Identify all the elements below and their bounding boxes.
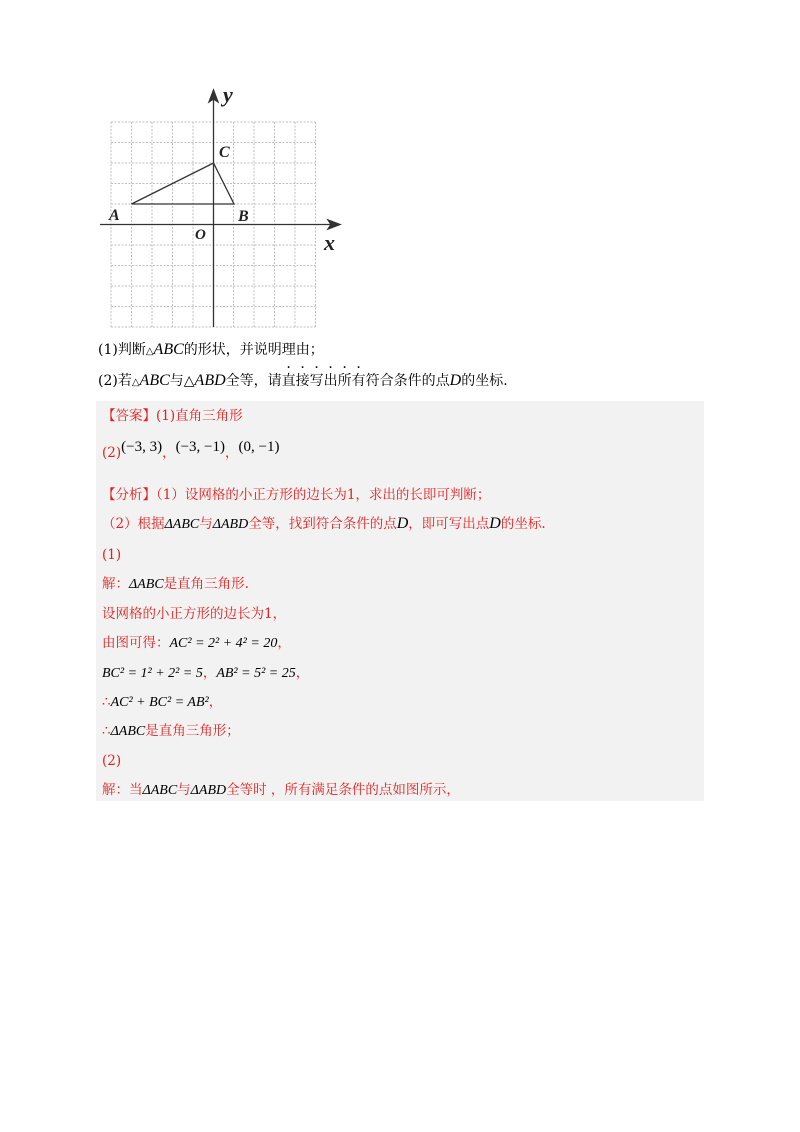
analysis-label: 【分析】（1）设网格的小正方形的边长为1，求出的长即可判断； bbox=[102, 487, 491, 503]
solution-line-4: BC² = 1² + 2² = 5，AB² = 5² = 25， bbox=[102, 665, 310, 681]
solution-line-6: ∴ΔABC是直角三角形； bbox=[102, 723, 240, 739]
solution-line-1: 解：ΔABC是直角三角形. bbox=[102, 576, 249, 592]
axis-x-label: x bbox=[324, 230, 335, 255]
point-c-label: C bbox=[219, 144, 230, 161]
coordinate-grid-figure bbox=[96, 84, 356, 334]
answer-label: 【答案】(1)直角三角形 bbox=[102, 408, 243, 424]
solution-line-2: 设网格的小正方形的边长为1， bbox=[102, 606, 287, 622]
origin-label: O bbox=[195, 227, 206, 243]
solution-part-1: (1) bbox=[102, 547, 122, 563]
axes bbox=[100, 90, 340, 327]
point-a-label: A bbox=[109, 207, 120, 224]
analysis-line-2: （2）根据ΔABC与ΔABD全等，找到符合条件的点D，即可写出点D的坐标. bbox=[102, 515, 546, 532]
answer-part2: (2)(−3, 3)，(−3, −1)，(0, −1) bbox=[102, 439, 280, 461]
point-b-label: B bbox=[238, 208, 249, 225]
solution-line-7: 解：当ΔABC与ΔABD全等时 ，所有满足条件的点如图所示， bbox=[102, 782, 460, 798]
axis-y-label: y bbox=[223, 84, 233, 107]
solution-line-3: 由图可得：AC² = 2² + 4² = 20， bbox=[102, 635, 291, 651]
solution-line-5: ∴AC² + BC² = AB²， bbox=[102, 694, 223, 710]
solution-part-2: (2) bbox=[102, 753, 122, 769]
question-2: (2)若△ABC与△ABD全等，请直接写出所有符合条件的点D的坐标. bbox=[98, 372, 508, 389]
question-1: (1)判断△ABC的形状，并说明理由； bbox=[98, 341, 324, 358]
answer-panel bbox=[96, 401, 704, 801]
